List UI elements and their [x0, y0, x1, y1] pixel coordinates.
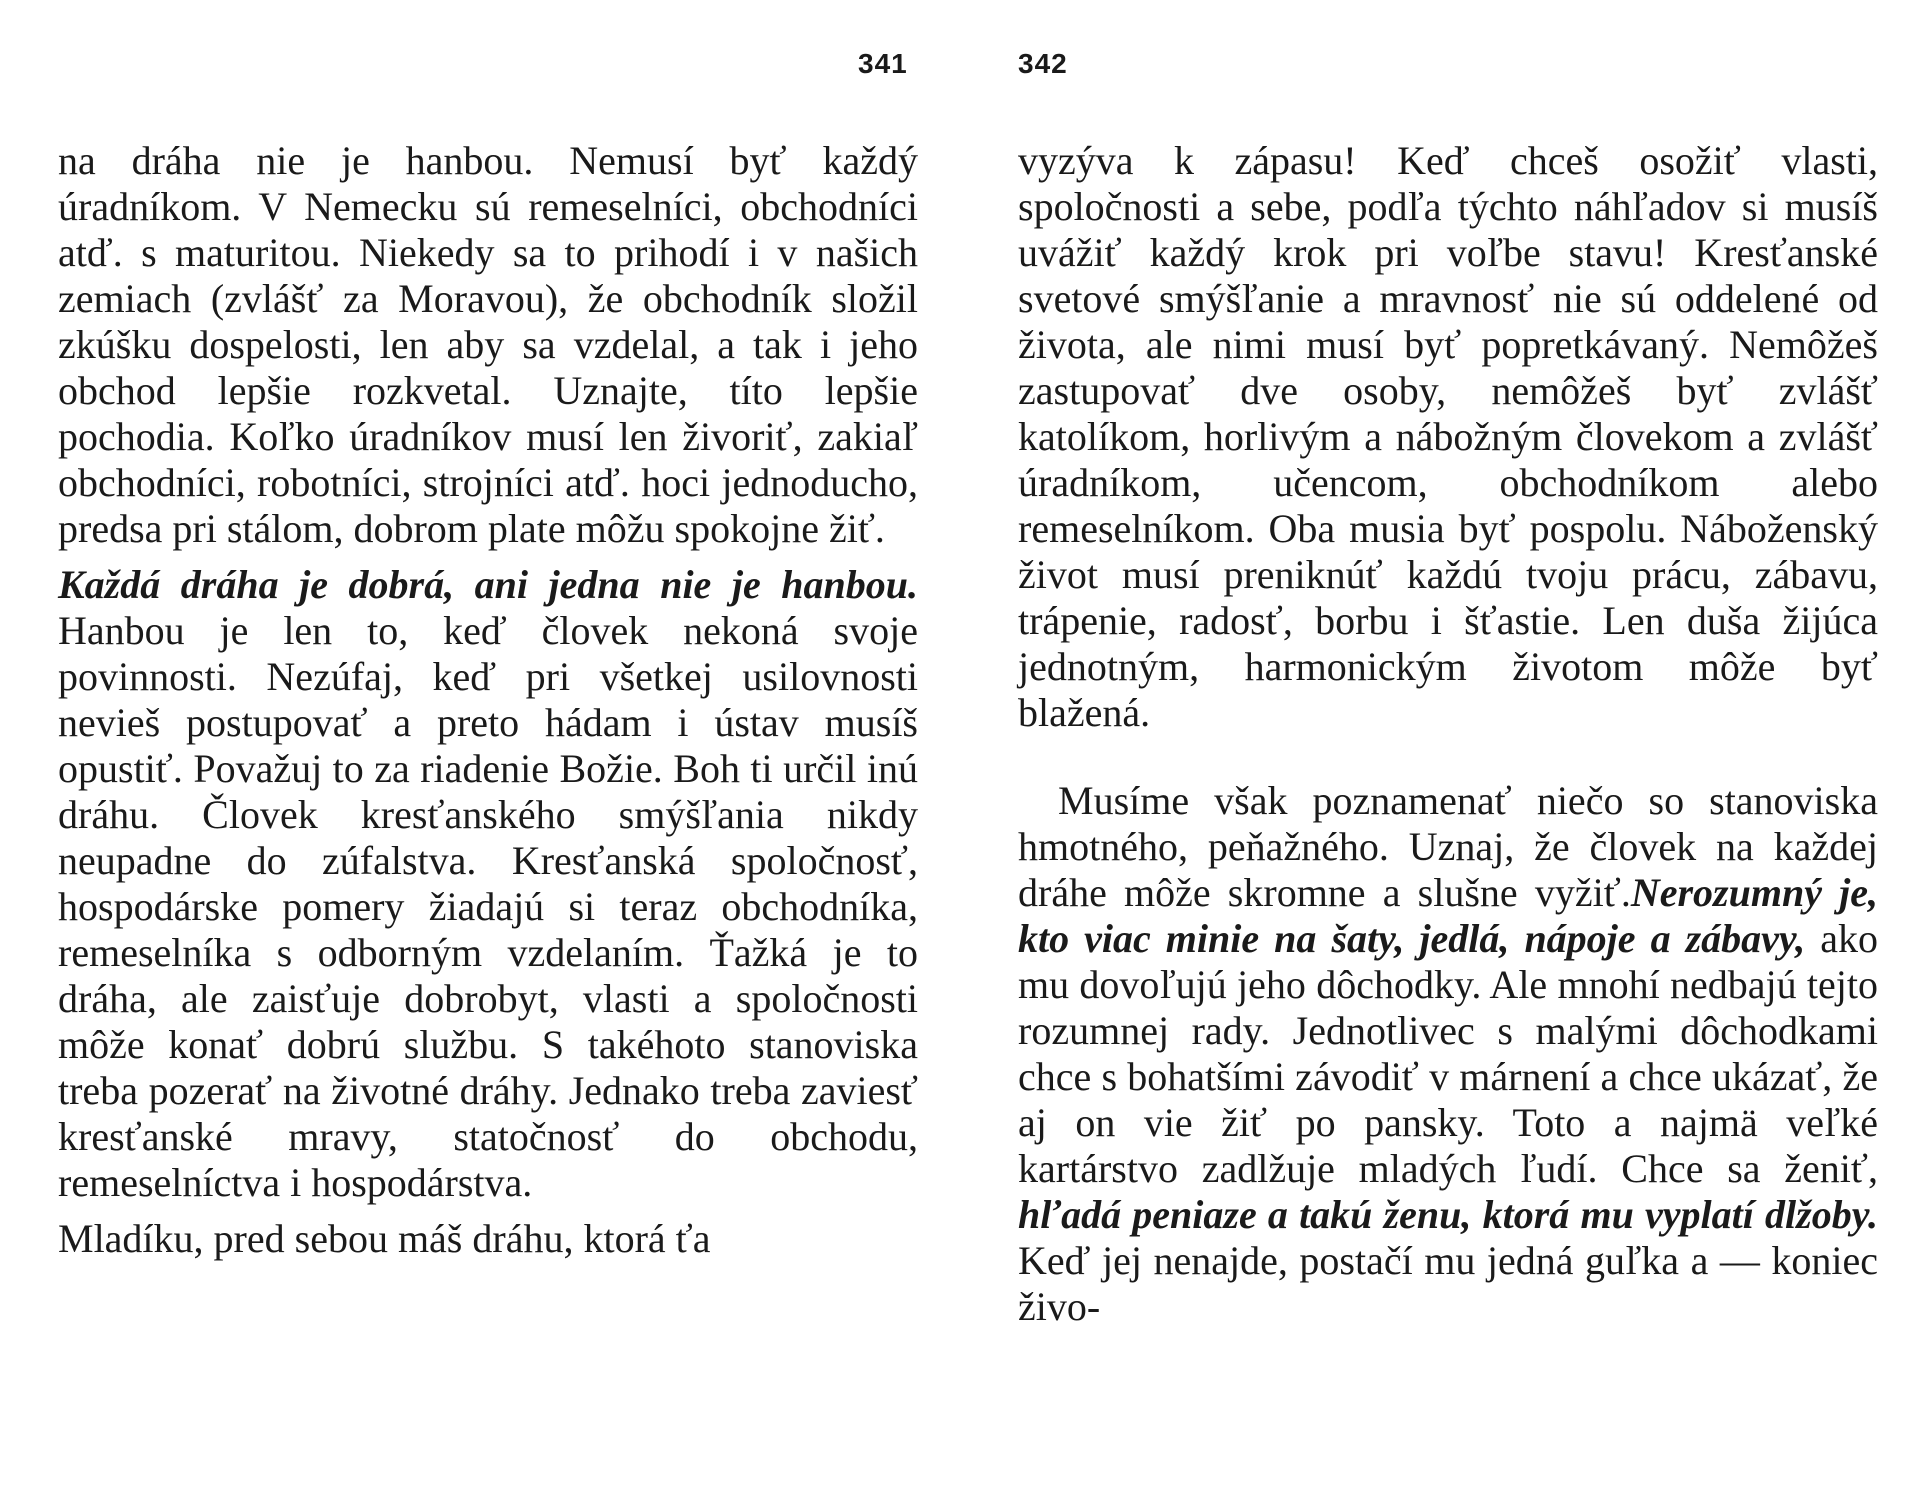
- right-paragraph-1: vyzýva k zápasu! Keď chceš osožiť vlasti, spoločnosti a sebe, podľa týchto náhľadov si musíš uvážiť každý krok pri voľbe stavu! Kresťanské svetové smýšľanie a mravnosť nie sú oddelené od života, ale nimi musí byť popretkávaný. Nemôžeš zastupovať dve osoby, nemôžeš byť zvlášť katolíkom, horlivým a nábožným človekom a zvlášť úradníkom, učencom, obchodníkom alebo remeselníkom. Oba musia byť pospolu. Náboženský život musí preniknúť každú tvoju prácu, zábavu, trápenie, radosť, borbu i šťastie. Len duša žijúca jednotným, harmonickým životom môže byť blažená.: [1018, 138, 1878, 735]
- page-number-left: 341: [858, 48, 908, 79]
- left-page-text: [58, 138, 918, 1262]
- right-paragraph-2-italic-1: Nerozumný je, kto viac minie na šaty, jedlá, nápoje a zábavy,: [1018, 870, 1878, 961]
- right-paragraph-2-start: Musíme však poznamenať niečo so stanoviska hmotného, peňažného. Uznaj, že človek na každej dráhe môže skromne a slušne vyžiť.: [1018, 778, 1878, 915]
- right-paragraph-2: [1018, 778, 1878, 1330]
- page-number-right: 342: [1018, 48, 1068, 79]
- right-paragraph-2-italic-2: hľadá peniaze a takú ženu, ktorá mu vyplatí dlžoby.: [1018, 1192, 1878, 1237]
- left-paragraph-2-italic: Každá dráha je dobrá, ani jedna nie je hanbou.: [58, 562, 918, 607]
- left-paragraph-3: Mladíku, pred sebou máš dráhu, ktorá ťa: [58, 1216, 711, 1261]
- right-page-text: [1018, 138, 1878, 1330]
- right-paragraph-2-end: Keď jej nenajde, postačí mu jedná guľka a — koniec živo-: [1018, 1238, 1878, 1329]
- left-paragraph-1: na dráha nie je hanbou. Nemusí byť každý úradníkom. V Nemecku sú remeselníci, obchodníci atď. s maturitou. Niekedy sa to prihodí i v našich zemiach (zvlášť za Moravou), že obchodník složil zkúšku dospelosti, len aby sa vzdelal, a tak i jeho obchod lepšie rozkvetal. Uznajte, títo lepšie pochodia. Koľko úradníkov musí len živoriť, zakiaľ obchodníci, robotníci, strojníci atď. hoci jednoducho, predsa pri stálom, dobrom plate môžu spokojne žiť.: [58, 138, 918, 551]
- left-paragraph-2-text: Hanbou je len to, keď človek nekoná svoje povinnosti. Nezúfaj, keď pri všetkej usilovnosti nevieš postupovať a preto hádam i ústav musíš opustiť. Považuj to za riadenie Božie. Boh ti určil inú dráhu. Človek kresťanského smýšľania nikdy neupadne do zúfalstva. Kresťanská spoločnosť, hospodárske pomery žiadajú si teraz obchodníka, remeselníka s odborným vzdelaním. Ťažká je to dráha, ale zaisťuje dobrobyt, vlasti a spoločnosti môže konať dobrú službu. S takéhoto stanoviska treba pozerať na životné dráhy. Jednako treba zaviesť kresťanské mravy, statočnosť do obchodu, remeselníctva i hospodárstva.: [58, 608, 918, 1205]
- right-paragraph-2-mid: ako mu dovoľujú jeho dôchodky. Ale mnohí nedbajú tejto rozumnej rady. Jednotlivec s malými dôchodkami chce s bohatšími závodiť v márnení a chce ukázať, že aj on vie žiť po pansky. Toto a najmä veľké kartárstvo zadlžuje mladých ľudí. Chce sa ženiť,: [1018, 916, 1878, 1191]
- left-paragraph-2: [58, 562, 918, 1206]
